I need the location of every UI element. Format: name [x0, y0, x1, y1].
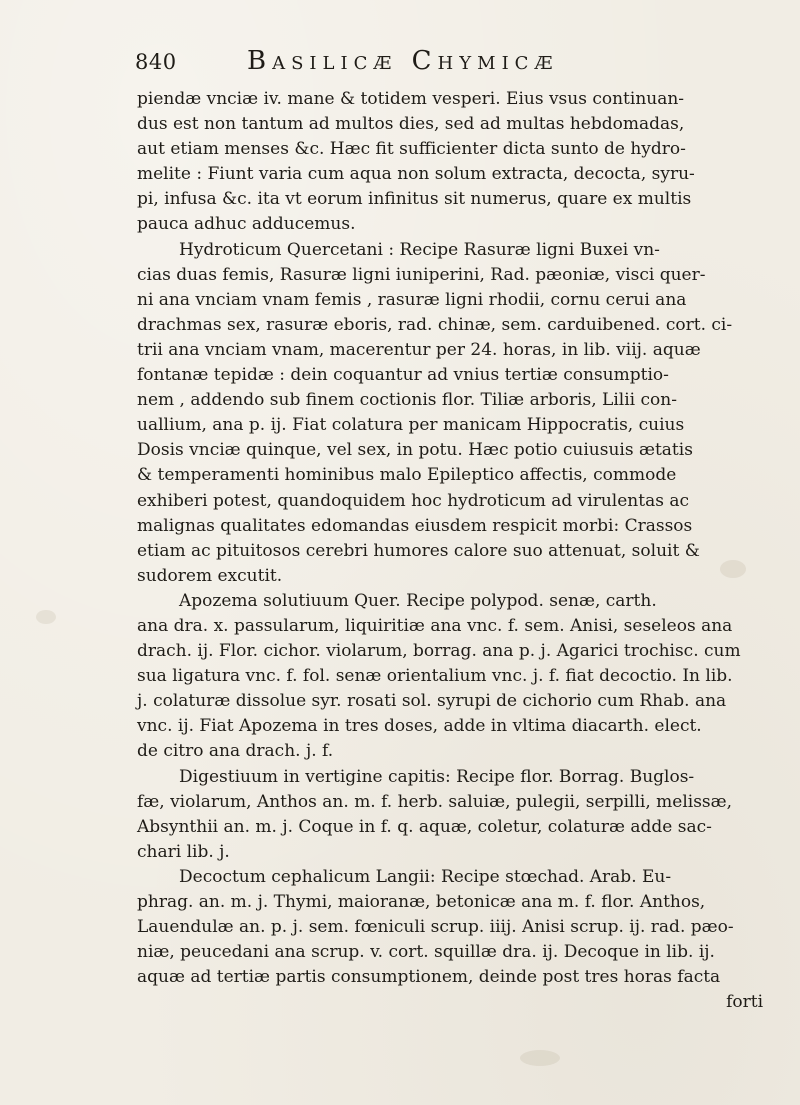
page-number: 840 [135, 50, 177, 74]
text-line: nem , addendo sub finem coctionis flor. Tiliæ arboris, Lilii con- [137, 390, 677, 411]
text-line: pi, infusa &c. ita vt eorum infinitus sit numerus, quare ex multis [137, 189, 692, 210]
text-line: fontanæ tepidæ : dein coquantur ad vnius tertiæ consumptio- [137, 365, 669, 386]
text-line: vnc. ij. Fiat Apozema in tres doses, adde in vltima diacarth. elect. [137, 716, 702, 737]
text-line: niæ, peucedani ana scrup. v. cort. squillæ dra. ij. Decoque in lib. ij. [137, 942, 715, 963]
text-line: cias duas femis, Rasuræ ligni iuniperini, Rad. pæoniæ, visci quer- [137, 264, 706, 285]
body-text [137, 87, 767, 1015]
paper-stain [36, 610, 56, 624]
text-line: fæ, violarum, Anthos an. m. f. herb. saluiæ, pulegii, serpilli, melissæ, [137, 791, 733, 812]
paragraph-start-decoctum: Decoctum cephalicum Langii: Recipe stœchad. Arab. Eu- [179, 866, 672, 887]
text-line: aquæ ad tertiæ partis consumptionem, deinde post tres horas facta [137, 967, 721, 988]
paper-stain [520, 1050, 560, 1066]
text-line: aut etiam menses &c. Hæc fit sufficienter dicta sunto de hydro- [137, 139, 686, 160]
text-line: Absynthii an. m. j. Coque in f. q. aquæ, coletur, colaturæ adde sac- [137, 816, 712, 837]
text-line: Lauendulæ an. p. j. sem. fœniculi scrup. iiij. Anisi scrup. ij. rad. pæo- [137, 917, 734, 938]
text-line: malignas qualitates edomandas eiusdem respicit morbi: Crassos [137, 515, 693, 536]
text-line: sudorem excutit. [137, 565, 283, 586]
paragraph-start-hydroticum: Hydroticum Quercetani : Recipe Rasuræ ligni Buxei vn- [179, 239, 660, 260]
text-line: trii ana vnciam vnam, macerentur per 24. horas, in lib. viij. aquæ [137, 339, 701, 360]
paragraph-start-digestiuum: Digestiuum in vertigine capitis: Recipe flor. Borrag. Buglos- [179, 766, 695, 787]
text-line: etiam ac pituitosos cerebri humores calore suo attenuat, soluit & [137, 540, 700, 561]
text-line: phrag. an. m. j. Thymi, maioranæ, betonicæ ana m. f. flor. Anthos, [137, 892, 706, 912]
text-line: pauca adhuc adducemus. [137, 214, 356, 235]
text-line: uallium, ana p. ij. Fiat colatura per manicam Hippocratis, cuius [137, 415, 685, 436]
running-title: Basilicæ Chymicæ [247, 46, 559, 76]
text-line: ni ana vnciam vnam femis , rasuræ ligni rhodii, cornu cerui ana [137, 289, 687, 310]
text-line: ana dra. x. passularum, liquiritiæ ana vnc. f. sem. Anisi, seseleos ana [137, 615, 733, 636]
text-line: drach. ij. Flor. cichor. violarum, borrag. ana p. j. Agarici trochisc. cum [137, 641, 741, 662]
catchword: forti [726, 992, 763, 1013]
paragraph-start-apozema: Apozema solutiuum Quer. Recipe polypod. senæ, carth. [179, 590, 657, 611]
text-line: piendæ vnciæ iv. mane & totidem vesperi. Eius vsus continuan- [137, 89, 685, 109]
text-line: drachmas sex, rasuræ eboris, rad. chinæ, sem. carduibened. cort. ci- [137, 314, 733, 335]
text-line: sua ligatura vnc. f. fol. senæ orientalium vnc. j. f. fiat decoctio. In lib. [137, 666, 733, 687]
text-line: melite : Fiunt varia cum aqua non solum extracta, decocta, syru- [137, 164, 695, 185]
text-line: chari lib. j. [137, 841, 230, 862]
text-line: & temperamenti hominibus malo Epileptico affectis, commode [137, 465, 677, 486]
text-line: exhiberi potest, quandoquidem hoc hydroticum ad virulentas ac [137, 490, 689, 511]
text-line: de citro ana drach. j. f. [137, 741, 334, 762]
text-line: j. colaturæ dissolue syr. rosati sol. syrupi de cichorio cum Rhab. ana [137, 691, 727, 712]
page-header [135, 46, 775, 86]
text-line: dus est non tantum ad multos dies, sed ad multas hebdomadas, [137, 114, 685, 135]
text-line: Dosis vnciæ quinque, vel sex, in potu. Hæc potio cuiusuis ætatis [137, 440, 693, 461]
